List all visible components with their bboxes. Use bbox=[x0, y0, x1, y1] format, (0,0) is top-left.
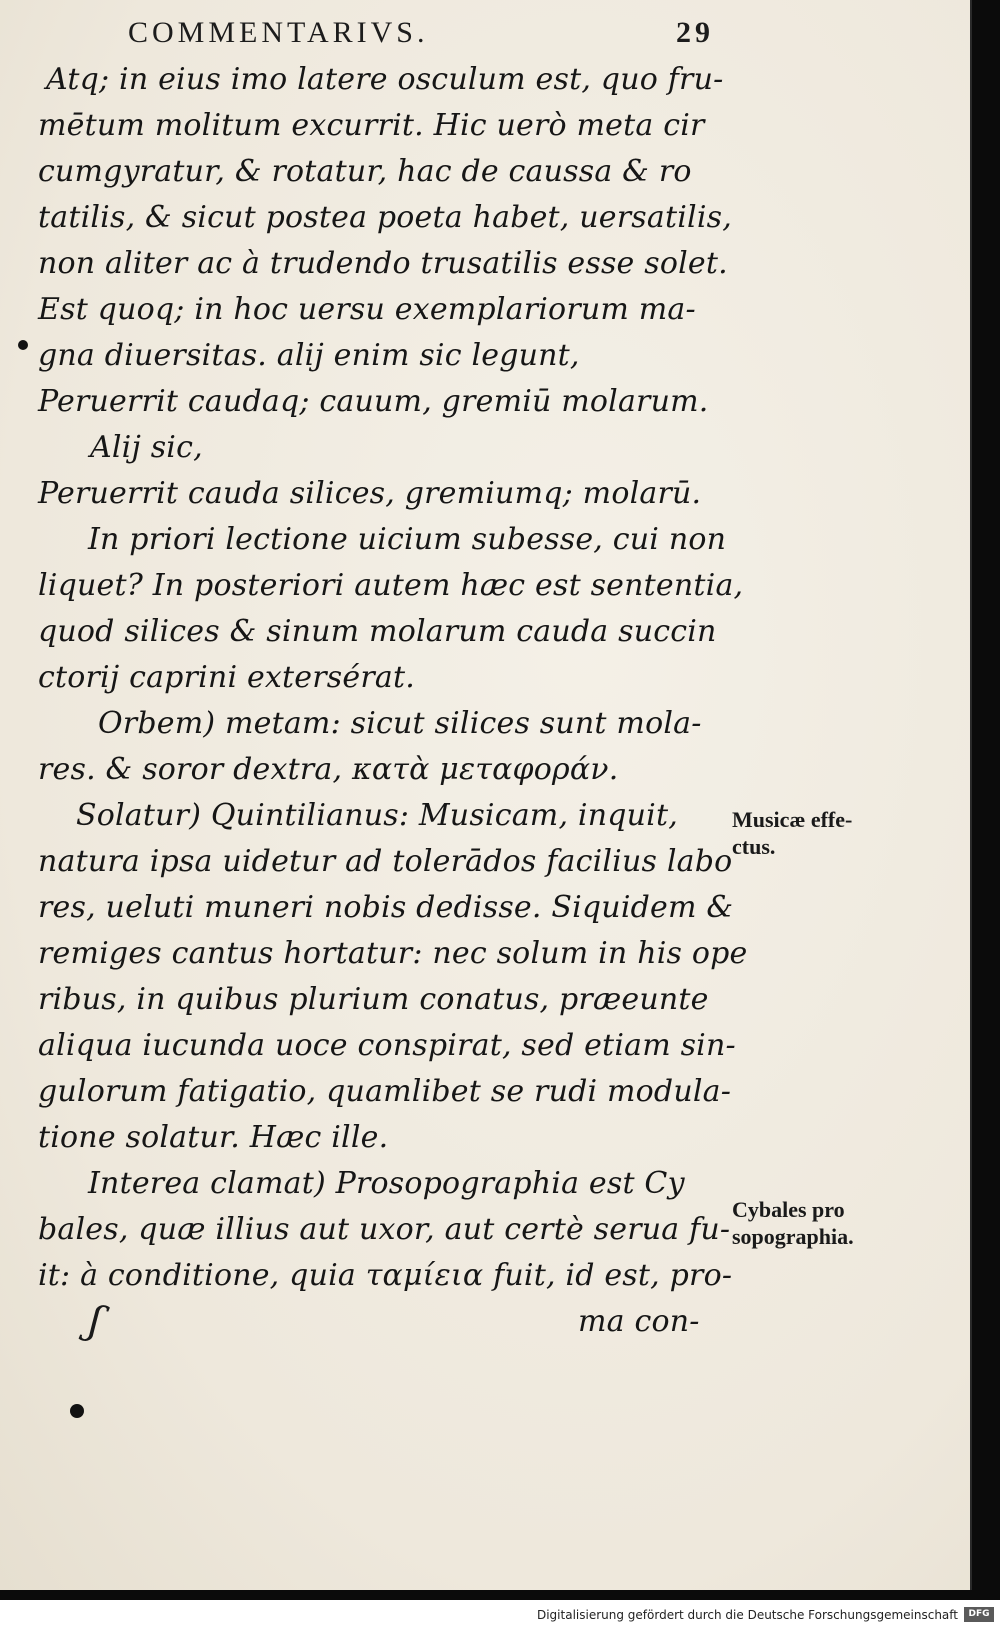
text-line: aliqua iucunda uoce conspirat, sed etiam sin- bbox=[38, 1028, 736, 1063]
signature-mark: ʃ bbox=[85, 1297, 106, 1345]
paragraph-start-line: Interea clamat) Prosopographia est Cy bbox=[88, 1166, 685, 1201]
text-line: mētum molitum excurrit. Hic uerò meta cir bbox=[38, 108, 705, 143]
margin-note-musicae bbox=[732, 806, 852, 860]
text-line: gna diuersitas. alij enim sic legunt, bbox=[38, 338, 580, 373]
margin-note-line: ctus. bbox=[732, 834, 776, 859]
page-header bbox=[128, 16, 728, 56]
text-line: bales, quæ illius aut uxor, aut certè serua fu- bbox=[38, 1212, 731, 1247]
text-line: Atq; in eius imo latere osculum est, quo fru- bbox=[46, 62, 724, 97]
text-line: non aliter ac à trudendo trusatilis esse solet. bbox=[38, 246, 728, 281]
text-line: quod silices & sinum molarum cauda succin bbox=[38, 614, 717, 649]
text-line: it: à conditione, quia ταμίεια fuit, id est, pro- bbox=[38, 1258, 733, 1293]
paragraph-start-line: Solatur) Quintilianus: Musicam, inquit, bbox=[76, 798, 678, 833]
page-number: 29 bbox=[676, 16, 714, 49]
text-line: Est quoq; in hoc uersu exemplariorum ma- bbox=[38, 292, 696, 327]
text-line: res, ueluti muneri nobis dedisse. Siquidem & bbox=[38, 890, 734, 925]
text-line: Alij sic, bbox=[90, 430, 203, 465]
catchword: ma con- bbox=[578, 1304, 700, 1339]
text-line: tatilis, & sicut postea poeta habet, uersatilis, bbox=[38, 200, 732, 235]
text-line: cumgyratur, & rotatur, hac de caussa & ro bbox=[38, 154, 692, 189]
paragraph-start-line: Orbem) metam: sicut silices sunt mola- bbox=[98, 706, 702, 741]
running-title: COMMENTARIVS. bbox=[128, 16, 429, 49]
paragraph-start-line: In priori lectione uicium subesse, cui non bbox=[88, 522, 727, 557]
digitization-footer bbox=[0, 1602, 1000, 1627]
quoted-verse-line: Peruerrit caudaq; cauum, gremiū molarum. bbox=[38, 384, 709, 419]
text-line: liquet? In posteriori autem hæc est sententia, bbox=[38, 568, 744, 603]
text-line: res. & soror dextra, κατὰ μεταφοράν. bbox=[38, 752, 619, 787]
text-line: ribus, in quibus plurium conatus, præeunte bbox=[38, 982, 709, 1017]
margin-note-line: Cybales pro bbox=[732, 1197, 845, 1222]
margin-note-line: Musicæ effe- bbox=[732, 807, 853, 832]
ink-spot bbox=[70, 1404, 84, 1418]
text-line: ctorij caprini extersérat. bbox=[38, 660, 415, 695]
margin-note-cybales bbox=[732, 1196, 854, 1250]
text-line: remiges cantus hortatur: nec solum in his ope bbox=[38, 936, 748, 971]
ink-spot bbox=[18, 340, 28, 350]
quoted-verse-line: Peruerrit cauda silices, gremiumq; molarū. bbox=[38, 476, 702, 511]
text-line: gulorum fatigatio, quamlibet se rudi modula- bbox=[38, 1074, 732, 1109]
text-line: tione solatur. Hæc ille. bbox=[38, 1120, 389, 1155]
dfg-logo: DFG bbox=[964, 1607, 994, 1622]
text-line: natura ipsa uidetur ad tolerādos facilius labo bbox=[38, 844, 733, 879]
margin-note-line: sopographia. bbox=[732, 1224, 854, 1249]
funding-credit: Digitalisierung gefördert durch die Deutsche Forschungsgemeinschaft bbox=[536, 1608, 958, 1622]
